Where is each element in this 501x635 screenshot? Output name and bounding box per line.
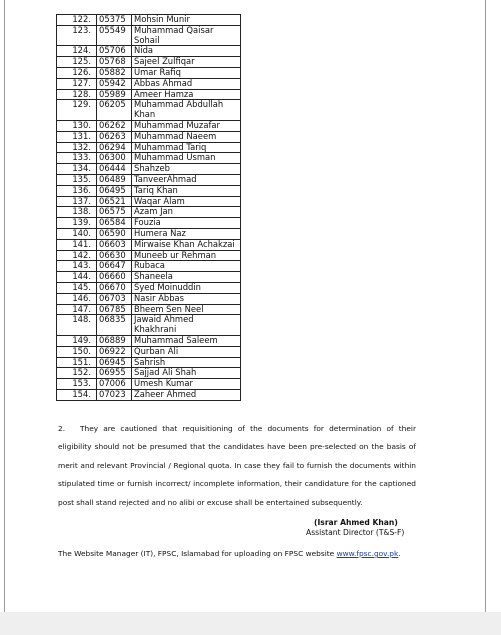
signatory-name: (Israr Ahmed Khan) bbox=[314, 518, 398, 527]
serial-number-cell: 146. bbox=[57, 293, 97, 304]
serial-number-cell: 135. bbox=[57, 174, 97, 185]
serial-number-cell: 126. bbox=[57, 67, 97, 78]
roll-number-cell: 06584 bbox=[97, 218, 132, 229]
serial-number-cell: 154. bbox=[57, 389, 97, 400]
table-row bbox=[57, 368, 241, 379]
roll-number-cell: 05706 bbox=[97, 46, 132, 57]
serial-number-cell: 140. bbox=[57, 228, 97, 239]
roll-number-cell: 06590 bbox=[97, 228, 132, 239]
table-row bbox=[57, 335, 241, 346]
table-row bbox=[57, 315, 241, 336]
candidate-name-cell: Umar Rafiq bbox=[132, 67, 241, 78]
candidate-name-cell: Shaneela bbox=[132, 272, 241, 283]
candidate-name-cell: Syed Moinuddin bbox=[132, 282, 241, 293]
candidate-name-cell: Nida bbox=[132, 46, 241, 57]
candidate-name-cell: Muhammad Usman bbox=[132, 153, 241, 164]
serial-number-cell: 131. bbox=[57, 131, 97, 142]
table-row bbox=[57, 174, 241, 185]
roll-number-cell: 06785 bbox=[97, 304, 132, 315]
serial-number-cell: 124. bbox=[57, 46, 97, 57]
roll-number-cell: 06630 bbox=[97, 250, 132, 261]
table-row bbox=[57, 239, 241, 250]
candidate-name-cell: Mirwaise Khan Achakzai bbox=[132, 239, 241, 250]
candidate-name-cell: Humera Naz bbox=[132, 228, 241, 239]
candidate-name-cell: Shahzeb bbox=[132, 164, 241, 175]
serial-number-cell: 147. bbox=[57, 304, 97, 315]
roll-number-cell: 05942 bbox=[97, 78, 132, 89]
serial-number-cell: 151. bbox=[57, 357, 97, 368]
candidate-name-cell: Qurban Ali bbox=[132, 346, 241, 357]
serial-number-cell: 143. bbox=[57, 261, 97, 272]
viewer-bottom-margin bbox=[0, 612, 501, 635]
candidate-name-cell: Muhammad Naeem bbox=[132, 131, 241, 142]
candidate-name-cell: Muhammad Saleem bbox=[132, 335, 241, 346]
roll-number-cell: 06670 bbox=[97, 282, 132, 293]
table-row bbox=[57, 272, 241, 283]
candidate-table bbox=[56, 14, 241, 401]
table-row bbox=[57, 207, 241, 218]
table-row bbox=[57, 25, 241, 46]
paragraph-number: 2. bbox=[58, 424, 66, 433]
roll-number-cell: 06489 bbox=[97, 174, 132, 185]
paragraph-text: They are cautioned that requisitioning of the documents for determination of their eligibility should not be presumed that the candidates have been pre-selected on the basis of merit and relevant Provincial / Regional quota. In case they fail to furnish the documents within stipulated time or furnish incorrect/ incomplete information, their candidature for the captioned post shall stand rejected and no alibi or excuse shall be entertained subsequently. bbox=[58, 424, 416, 507]
serial-number-cell: 125. bbox=[57, 57, 97, 68]
candidate-name-cell: Mohsin Munir bbox=[132, 15, 241, 26]
candidate-name-cell: Muhammad Tariq bbox=[132, 142, 241, 153]
candidate-name-cell: Azam Jan bbox=[132, 207, 241, 218]
table-row bbox=[57, 228, 241, 239]
roll-number-cell: 05882 bbox=[97, 67, 132, 78]
serial-number-cell: 123. bbox=[57, 25, 97, 46]
distribution-text: The Website Manager (IT), FPSC, Islamabad for uploading on FPSC website bbox=[58, 549, 337, 558]
serial-number-cell: 150. bbox=[57, 346, 97, 357]
roll-number-cell: 06444 bbox=[97, 164, 132, 175]
candidate-name-cell: Abbas Ahmad bbox=[132, 78, 241, 89]
candidate-name-cell: Muhammad Qaisar Sohail bbox=[132, 25, 241, 46]
table-row bbox=[57, 185, 241, 196]
roll-number-cell: 06922 bbox=[97, 346, 132, 357]
candidate-name-cell: TanveerAhmad bbox=[132, 174, 241, 185]
table-row bbox=[57, 196, 241, 207]
serial-number-cell: 129. bbox=[57, 100, 97, 121]
serial-number-cell: 148. bbox=[57, 315, 97, 336]
serial-number-cell: 132. bbox=[57, 142, 97, 153]
roll-number-cell: 06521 bbox=[97, 196, 132, 207]
serial-number-cell: 137. bbox=[57, 196, 97, 207]
fpsc-website-link[interactable]: www.fpsc.gov.pk bbox=[336, 549, 399, 558]
table-row bbox=[57, 282, 241, 293]
roll-number-cell: 06294 bbox=[97, 142, 132, 153]
serial-number-cell: 152. bbox=[57, 368, 97, 379]
serial-number-cell: 141. bbox=[57, 239, 97, 250]
table-row bbox=[57, 89, 241, 100]
serial-number-cell: 134. bbox=[57, 164, 97, 175]
roll-number-cell: 06263 bbox=[97, 131, 132, 142]
table-row bbox=[57, 389, 241, 400]
table-row bbox=[57, 153, 241, 164]
table-row bbox=[57, 142, 241, 153]
serial-number-cell: 130. bbox=[57, 120, 97, 131]
serial-number-cell: 144. bbox=[57, 272, 97, 283]
table-row bbox=[57, 15, 241, 26]
candidate-name-cell: Rubaca bbox=[132, 261, 241, 272]
candidate-name-cell: Bheem Sen Neel bbox=[132, 304, 241, 315]
table-row bbox=[57, 67, 241, 78]
roll-number-cell: 06603 bbox=[97, 239, 132, 250]
table-row bbox=[57, 131, 241, 142]
candidate-name-cell: Muneeb ur Rehman bbox=[132, 250, 241, 261]
serial-number-cell: 122. bbox=[57, 15, 97, 26]
candidate-name-cell: Tariq Khan bbox=[132, 185, 241, 196]
table-row bbox=[57, 304, 241, 315]
table-row bbox=[57, 293, 241, 304]
candidate-name-cell: Waqar Alam bbox=[132, 196, 241, 207]
roll-number-cell: 05989 bbox=[97, 89, 132, 100]
table-row bbox=[57, 357, 241, 368]
serial-number-cell: 139. bbox=[57, 218, 97, 229]
candidate-name-cell: Zaheer Ahmed bbox=[132, 389, 241, 400]
table-row bbox=[57, 164, 241, 175]
serial-number-cell: 136. bbox=[57, 185, 97, 196]
roll-number-cell: 05549 bbox=[97, 25, 132, 46]
serial-number-cell: 127. bbox=[57, 78, 97, 89]
table-row bbox=[57, 46, 241, 57]
table-row bbox=[57, 57, 241, 68]
table-row bbox=[57, 250, 241, 261]
candidate-name-cell: Muhammad Muzafar bbox=[132, 120, 241, 131]
table-row bbox=[57, 120, 241, 131]
candidate-name-cell: Muhammad Abdullah Khan bbox=[132, 100, 241, 121]
roll-number-cell: 06647 bbox=[97, 261, 132, 272]
table-row bbox=[57, 261, 241, 272]
candidate-name-cell: Sajjad Ali Shah bbox=[132, 368, 241, 379]
candidate-name-cell: Sajeel Zulfiqar bbox=[132, 57, 241, 68]
signatory-designation: Assistant Director (T&S-F) bbox=[306, 528, 405, 537]
roll-number-cell: 07006 bbox=[97, 379, 132, 390]
roll-number-cell: 06205 bbox=[97, 100, 132, 121]
roll-number-cell: 06660 bbox=[97, 272, 132, 283]
roll-number-cell: 06703 bbox=[97, 293, 132, 304]
serial-number-cell: 142. bbox=[57, 250, 97, 261]
candidate-name-cell: Jawaid Ahmed Khakhrani bbox=[132, 315, 241, 336]
table-row bbox=[57, 379, 241, 390]
serial-number-cell: 138. bbox=[57, 207, 97, 218]
candidate-name-cell: Nasir Abbas bbox=[132, 293, 241, 304]
candidate-name-cell: Sahrish bbox=[132, 357, 241, 368]
distribution-note bbox=[58, 549, 401, 558]
distribution-end: . bbox=[398, 549, 401, 558]
candidate-name-cell: Umesh Kumar bbox=[132, 379, 241, 390]
candidate-name-cell: Ameer Hamza bbox=[132, 89, 241, 100]
roll-number-cell: 05375 bbox=[97, 15, 132, 26]
serial-number-cell: 133. bbox=[57, 153, 97, 164]
roll-number-cell: 06495 bbox=[97, 185, 132, 196]
candidate-name-cell: Fouzia bbox=[132, 218, 241, 229]
serial-number-cell: 153. bbox=[57, 379, 97, 390]
serial-number-cell: 128. bbox=[57, 89, 97, 100]
roll-number-cell: 06575 bbox=[97, 207, 132, 218]
serial-number-cell: 149. bbox=[57, 335, 97, 346]
roll-number-cell: 05768 bbox=[97, 57, 132, 68]
roll-number-cell: 06835 bbox=[97, 315, 132, 336]
roll-number-cell: 06262 bbox=[97, 120, 132, 131]
roll-number-cell: 06889 bbox=[97, 335, 132, 346]
table-row bbox=[57, 218, 241, 229]
table-row bbox=[57, 346, 241, 357]
table-row bbox=[57, 78, 241, 89]
roll-number-cell: 07023 bbox=[97, 389, 132, 400]
roll-number-cell: 06300 bbox=[97, 153, 132, 164]
roll-number-cell: 06945 bbox=[97, 357, 132, 368]
table-row bbox=[57, 100, 241, 121]
serial-number-cell: 145. bbox=[57, 282, 97, 293]
signature-block bbox=[306, 518, 404, 538]
roll-number-cell: 06955 bbox=[97, 368, 132, 379]
caution-paragraph bbox=[58, 420, 416, 512]
